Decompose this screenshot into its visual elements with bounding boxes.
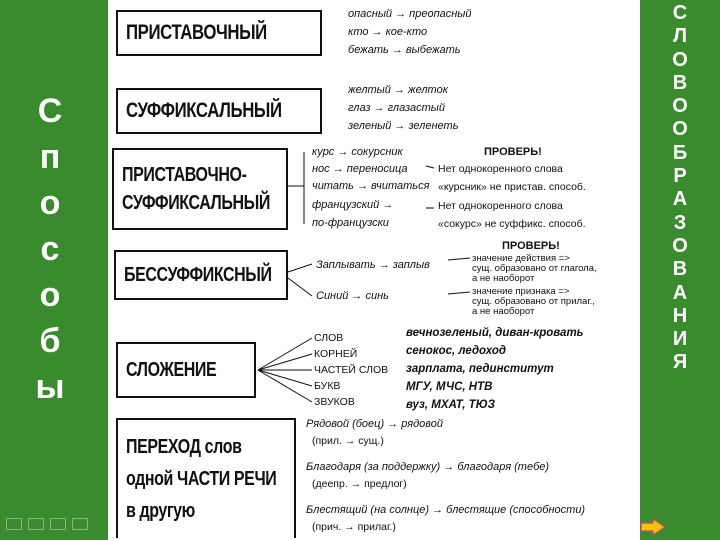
letter: Я — [672, 351, 688, 374]
letter: п — [39, 138, 61, 176]
header-prefix: ПРИСТАВОЧНЫЙ — [116, 10, 322, 56]
compound-example: зарплата, пединститут — [406, 363, 554, 375]
conversion-example: Блестящий (на солнце) → блестящие (способности) — [306, 504, 586, 516]
letter: И — [672, 328, 688, 351]
example-line: Заплывать → заплыв — [316, 259, 430, 271]
letter: О — [672, 234, 688, 257]
compound-type: ЗВУКОВ — [314, 396, 355, 408]
letter: В — [672, 71, 688, 94]
check-line: Нет однокоренного слова — [438, 200, 563, 212]
connector-line — [258, 338, 312, 370]
letter: З — [673, 211, 687, 234]
check-line: «курсник» не пристав. способ. — [438, 181, 586, 193]
example-line: по-французски — [312, 217, 389, 229]
letter: о — [39, 276, 61, 314]
conversion-example: Благодаря (за поддержку) → благодаря (тебе) — [306, 461, 550, 473]
conversion-note: (прич. → прилаг.) — [312, 521, 396, 533]
connector-line — [288, 278, 312, 296]
arrow-line — [426, 166, 434, 168]
prev-icon[interactable] — [6, 518, 22, 530]
header-suffix: СУФФИКСАЛЬНЫЙ — [116, 88, 322, 134]
compound-example: МГУ, МЧС, НТВ — [406, 381, 493, 393]
header-compounding: СЛОЖЕНИЕ — [116, 342, 256, 398]
letter: Р — [673, 165, 687, 188]
connector-line — [258, 370, 312, 386]
letter: О — [672, 118, 688, 141]
conversion-note: (деепр. → предлог) — [312, 478, 407, 490]
check-line: Нет однокоренного слова — [438, 163, 563, 175]
connector-line — [258, 354, 312, 370]
letter: В — [672, 258, 688, 281]
letter: Н — [672, 304, 688, 327]
letter: О — [672, 48, 688, 71]
next-icon[interactable] — [72, 518, 88, 530]
example-line: кто → кое-кто — [348, 26, 428, 38]
note-line: а не наоборот — [472, 273, 535, 284]
example-line: опасный → преопасный — [348, 8, 472, 20]
letter: О — [672, 95, 688, 118]
conversion-note: (прил. → сущ.) — [312, 435, 384, 447]
note-line: сущ. образовано от глагола, — [472, 263, 597, 274]
arrow-line — [448, 292, 470, 294]
letter: о — [39, 184, 61, 222]
connector-line — [288, 264, 312, 272]
letter: Б — [672, 141, 688, 164]
letter: А — [672, 281, 688, 304]
note-line: а не наоборот — [472, 306, 535, 317]
next-arrow-icon[interactable] — [640, 518, 666, 536]
compound-example: сенокос, ледоход — [406, 345, 507, 357]
left-vertical-word — [30, 88, 70, 410]
letter: ы — [35, 368, 65, 406]
letter: С — [672, 2, 688, 24]
example-line: бежать → выбежать — [348, 44, 461, 56]
letter: с — [40, 230, 60, 268]
example-line: нос → переносица — [312, 163, 408, 175]
compound-type: ЧАСТЕЙ СЛОВ — [314, 364, 389, 376]
conversion-example: Рядовой (боец) → рядовой — [306, 418, 444, 430]
note-line: значение признака => — [472, 286, 570, 297]
letter: Л — [672, 25, 688, 48]
example-line: читать → вчитаться — [312, 180, 430, 192]
check-title: ПРОВЕРЬ! — [484, 146, 542, 158]
compound-example: вечнозеленый, диван-кровать — [406, 327, 584, 339]
letter: А — [672, 188, 688, 211]
letter: б — [39, 322, 61, 360]
header-conversion: ПЕРЕХОД слов одной ЧАСТИ РЕЧИ в другую — [116, 418, 296, 538]
header-prefix-suffix: ПРИСТАВОЧНО- СУФФИКСАЛЬНЫЙ — [112, 148, 288, 230]
connector-line — [258, 370, 312, 402]
example-line: зеленый → зеленеть — [348, 120, 459, 132]
pen-icon[interactable] — [28, 518, 44, 530]
compound-type: СЛОВ — [314, 332, 344, 344]
menu-icon[interactable] — [50, 518, 66, 530]
example-line: французский → — [312, 199, 394, 211]
header-zero-suffix: БЕССУФФИКСНЫЙ — [114, 250, 288, 300]
compound-type: БУКВ — [314, 380, 341, 392]
content-area — [108, 0, 640, 540]
slide-nav-controls — [6, 518, 88, 530]
note-line: сущ. образовано от прилаг., — [472, 296, 595, 307]
compound-example: вуз, МХАТ, ТЮЗ — [406, 399, 496, 411]
example-line: курс → сокурсник — [312, 146, 403, 158]
note-line: значение действия => — [472, 253, 570, 264]
example-line: желтый → желток — [348, 84, 448, 96]
example-line: глаз → глазастый — [348, 102, 445, 114]
letter: С — [37, 92, 63, 130]
check-line: «сокурс» не суффикс. способ. — [438, 218, 586, 230]
example-line: Синий → синь — [316, 290, 389, 302]
check-title: ПРОВЕРЬ! — [502, 240, 560, 252]
right-vertical-word — [662, 2, 698, 375]
compound-type: КОРНЕЙ — [314, 348, 358, 360]
arrow-line — [448, 258, 470, 260]
